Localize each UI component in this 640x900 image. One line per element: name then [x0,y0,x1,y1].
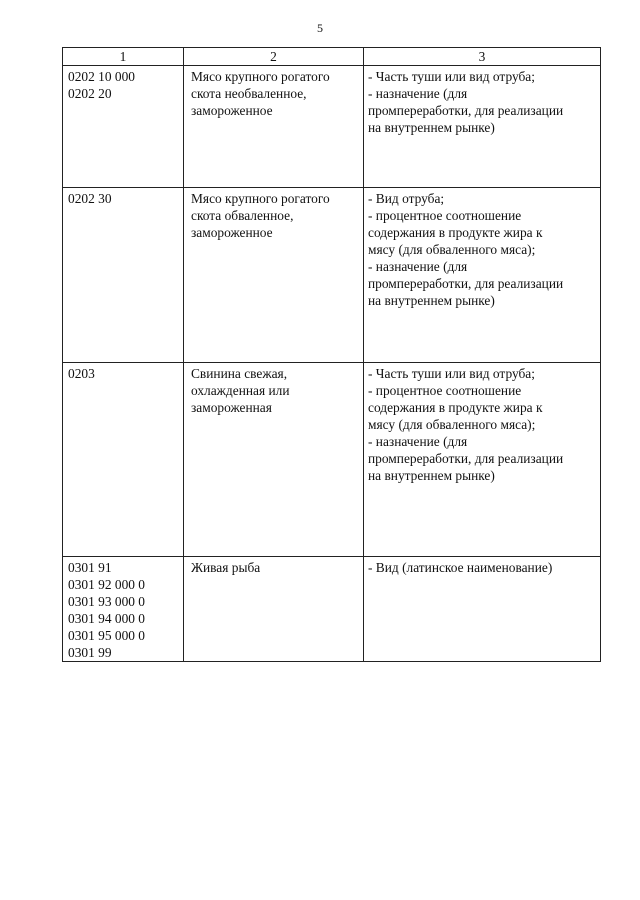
table-row [63,363,601,557]
product-name-line: охлажденная или [191,383,290,398]
product-name-cell [184,188,364,363]
attributes-cell [364,66,601,188]
product-code-cell [63,66,184,188]
product-name-line: замороженное [191,225,273,240]
product-code: 0301 94 000 0 [68,611,145,626]
table-row [63,66,601,188]
column-header-1: 1 [63,48,184,66]
product-code: 0301 95 000 0 [68,628,145,643]
column-header-2: 2 [184,48,364,66]
product-name-cell [184,66,364,188]
product-code-cell [63,188,184,363]
attribute-line: на внутреннем рынке) [368,293,495,308]
product-name-line: замороженное [191,103,273,118]
attributes-cell [364,557,601,662]
product-name-line: замороженная [191,400,272,415]
table-header-row [63,48,601,66]
attribute-line: промпереработки, для реализации [368,451,564,466]
attribute-line: мясу (для обваленного мяса); [368,417,536,432]
attribute-line: промпереработки, для реализации [368,103,564,118]
product-name-line: Живая рыба [191,560,261,575]
attribute-line: содержания в продукте жира к [368,400,543,415]
attribute-line: - Вид отруба; [368,191,445,206]
attribute-line: - процентное соотношение [368,208,522,223]
product-name-line: скота обваленное, [191,208,294,223]
attribute-line: - процентное соотношение [368,383,522,398]
product-name-cell [184,363,364,557]
product-name-line: Мясо крупного рогатого [191,191,330,206]
attribute-line: мясу (для обваленного мяса); [368,242,536,257]
product-code-cell [63,363,184,557]
attribute-line: на внутреннем рынке) [368,120,495,135]
product-name-line: Свинина свежая, [191,366,288,381]
attribute-line: - назначение (для [368,434,468,449]
product-code: 0301 91 [68,560,112,575]
table-row [63,557,601,662]
product-code: 0301 93 000 0 [68,594,145,609]
product-code: 0202 30 [68,191,112,206]
product-code: 0301 92 000 0 [68,577,145,592]
product-name-cell [184,557,364,662]
page-number: 5 [317,21,323,35]
product-code: 0202 10 000 [68,69,135,84]
product-code: 0203 [68,366,95,381]
attribute-line: - назначение (для [368,259,468,274]
product-name-line: Мясо крупного рогатого [191,69,330,84]
attribute-line: промпереработки, для реализации [368,276,564,291]
table-row [63,188,601,363]
attribute-line: - назначение (для [368,86,468,101]
attribute-line: содержания в продукте жира к [368,225,543,240]
product-code-cell [63,557,184,662]
attributes-cell [364,188,601,363]
attribute-line: - Часть туши или вид отруба; [368,366,535,381]
document-table [62,47,601,662]
product-code: 0202 20 [68,86,112,101]
attribute-line: на внутреннем рынке) [368,468,495,483]
attribute-line: - Вид (латинское наименование) [368,560,553,575]
attribute-line: - Часть туши или вид отруба; [368,69,535,84]
product-name-line: скота необваленное, [191,86,307,101]
column-header-3: 3 [364,48,601,66]
attributes-cell [364,363,601,557]
product-code: 0301 99 [68,645,112,660]
